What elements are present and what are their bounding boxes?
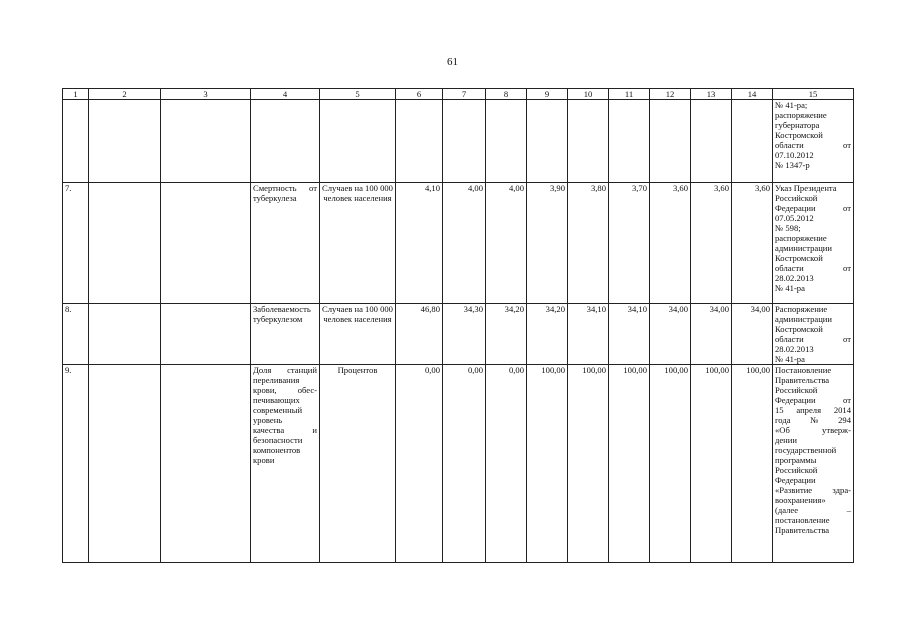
value-cell: 3,80 (568, 183, 609, 304)
indicator-line: туберкулезом (253, 314, 303, 324)
value-cell: 4,10 (396, 183, 443, 304)
legal-basis-line: государственной (775, 445, 837, 455)
row-number-cell (63, 100, 89, 183)
indicators-table (62, 88, 854, 563)
legal-basis-word: № (810, 415, 819, 425)
legal-basis-line: Постановление (775, 365, 832, 375)
value-cell: 0,00 (396, 365, 443, 563)
indicator-word: и (312, 425, 317, 435)
value-cell: 4,00 (486, 183, 527, 304)
legal-basis-line: Костромской (775, 324, 823, 334)
value-cell (527, 100, 568, 183)
empty-cell (161, 365, 251, 563)
indicator-line: компонентов (253, 445, 301, 455)
legal-basis-word: от (843, 334, 851, 344)
legal-basis-word: года (775, 415, 791, 425)
value-cell: 34,30 (443, 304, 486, 365)
legal-basis-line: № 41-ра (775, 354, 805, 364)
value-cell: 34,00 (650, 304, 691, 365)
value-cell: 34,00 (691, 304, 732, 365)
legal-basis-line: постановление (775, 515, 830, 525)
value-cell (486, 100, 527, 183)
legal-basis-cell (773, 365, 854, 563)
value-cell: 3,60 (732, 183, 773, 304)
table-row (63, 304, 854, 365)
header-cell: 12 (650, 89, 691, 100)
legal-basis-word: 2014 (833, 405, 851, 415)
value-cell: 34,20 (527, 304, 568, 365)
legal-basis-word: здра- (832, 485, 851, 495)
legal-basis-line: администрации (775, 314, 833, 324)
value-cell (650, 100, 691, 183)
legal-basis-line: 07.05.2012 (775, 213, 814, 223)
value-cell: 0,00 (486, 365, 527, 563)
header-cell: 10 (568, 89, 609, 100)
indicator-line: крови (253, 455, 275, 465)
legal-basis-line: Распоряжение (775, 304, 828, 314)
legal-basis-cell (773, 100, 854, 183)
legal-basis-line: Костромской (775, 130, 823, 140)
legal-basis-word: Федерации (775, 203, 816, 213)
legal-basis-line: № 41-ра; (775, 100, 808, 110)
indicator-word: Доля (253, 365, 272, 375)
legal-basis-line: администрации (775, 243, 833, 253)
value-cell: 3,90 (527, 183, 568, 304)
legal-basis-line: 28.02.2013 (775, 344, 814, 354)
value-cell: 3,60 (691, 183, 732, 304)
header-cell: 1 (63, 89, 89, 100)
value-cell: 100,00 (568, 365, 609, 563)
legal-basis-word: «Развитие (775, 485, 813, 495)
legal-basis-line: распоряжение (775, 110, 827, 120)
value-cell (691, 100, 732, 183)
value-cell: 100,00 (609, 365, 650, 563)
header-cell: 4 (251, 89, 320, 100)
unit-cell (320, 100, 396, 183)
table-row (63, 365, 854, 563)
value-cell: 0,00 (443, 365, 486, 563)
header-cell: 7 (443, 89, 486, 100)
indicator-cell (251, 365, 320, 563)
indicator-line: переливания (253, 375, 300, 385)
value-cell: 34,10 (609, 304, 650, 365)
legal-basis-line: дении (775, 435, 797, 445)
legal-basis-line: распоряжение (775, 233, 827, 243)
header-cell: 5 (320, 89, 396, 100)
empty-cell (89, 100, 161, 183)
legal-basis-word: от (843, 263, 851, 273)
legal-basis-line: Российской (775, 193, 818, 203)
value-cell (609, 100, 650, 183)
indicator-word: крови, (253, 385, 277, 395)
indicator-word: качества (253, 425, 285, 435)
empty-cell (161, 100, 251, 183)
value-cell: 100,00 (650, 365, 691, 563)
legal-basis-line: № 41-ра (775, 283, 805, 293)
legal-basis-word: утверж- (822, 425, 851, 435)
legal-basis-word: области (775, 140, 804, 150)
header-cell: 2 (89, 89, 161, 100)
legal-basis-word: 294 (838, 415, 851, 425)
legal-basis-word: – (846, 505, 851, 515)
empty-cell (89, 365, 161, 563)
legal-basis-line: 07.10.2012 (775, 150, 814, 160)
page-number: 61 (447, 56, 458, 68)
value-cell (732, 100, 773, 183)
legal-basis-line: губернатора (775, 120, 820, 130)
indicator-line: современный (253, 405, 303, 415)
legal-basis-line: Российской (775, 385, 818, 395)
legal-basis-word: от (843, 140, 851, 150)
header-cell: 3 (161, 89, 251, 100)
header-cell: 8 (486, 89, 527, 100)
indicator-line: печивающих (253, 395, 300, 405)
continuation-row (63, 100, 854, 183)
legal-basis-line: 28.02.2013 (775, 273, 814, 283)
value-cell: 46,80 (396, 304, 443, 365)
header-cell: 9 (527, 89, 568, 100)
legal-basis-cell (773, 183, 854, 304)
header-cell: 13 (691, 89, 732, 100)
value-cell (443, 100, 486, 183)
indicator-line: безопасности (253, 435, 303, 445)
value-cell: 100,00 (732, 365, 773, 563)
value-cell: 3,70 (609, 183, 650, 304)
legal-basis-word: области (775, 334, 804, 344)
value-cell (396, 100, 443, 183)
value-cell: 3,60 (650, 183, 691, 304)
empty-cell (161, 304, 251, 365)
indicator-word: станций (287, 365, 317, 375)
indicator-word: обес- (297, 385, 317, 395)
unit-cell: Процентов (320, 365, 396, 563)
indicator-line: туберкулеза (253, 193, 297, 203)
indicator-cell (251, 304, 320, 365)
value-cell: 34,20 (486, 304, 527, 365)
indicator-cell (251, 183, 320, 304)
empty-cell (89, 183, 161, 304)
value-cell: 34,00 (732, 304, 773, 365)
legal-basis-line: Указ Президента (775, 183, 837, 193)
legal-basis-line: Правительства (775, 375, 830, 385)
legal-basis-line: № 598; (775, 223, 801, 233)
indicator-cell (251, 100, 320, 183)
header-row (63, 89, 854, 100)
legal-basis-line: Правительства (775, 525, 830, 535)
indicator-word: от (309, 183, 317, 193)
indicator-line: Заболеваемость (253, 304, 311, 314)
legal-basis-word: Федерации (775, 395, 816, 405)
legal-basis-word: «Об (775, 425, 790, 435)
table-row (63, 183, 854, 304)
empty-cell (161, 183, 251, 304)
header-cell: 15 (773, 89, 854, 100)
legal-basis-word: от (843, 395, 851, 405)
header-cell: 14 (732, 89, 773, 100)
unit-cell: Случаев на 100 000 человек населения (320, 304, 396, 365)
value-cell: 100,00 (691, 365, 732, 563)
legal-basis-line: № 1347-р (775, 160, 810, 170)
row-number: 7. (63, 183, 89, 304)
header-cell: 6 (396, 89, 443, 100)
legal-basis-line: Федерации (775, 475, 816, 485)
header-cell: 11 (609, 89, 650, 100)
legal-basis-line: Костромской (775, 253, 823, 263)
legal-basis-word: апреля (796, 405, 822, 415)
empty-cell (89, 304, 161, 365)
legal-basis-line: Российской (775, 465, 818, 475)
row-number: 9. (63, 365, 89, 563)
value-cell: 4,00 (443, 183, 486, 304)
legal-basis-cell (773, 304, 854, 365)
value-cell (568, 100, 609, 183)
legal-basis-line: программы (775, 455, 817, 465)
legal-basis-word: от (843, 203, 851, 213)
legal-basis-word: (далее (775, 505, 799, 515)
value-cell: 34,10 (568, 304, 609, 365)
row-number: 8. (63, 304, 89, 365)
value-cell: 100,00 (527, 365, 568, 563)
legal-basis-word: области (775, 263, 804, 273)
unit-cell: Случаев на 100 000 человек населения (320, 183, 396, 304)
legal-basis-word: 15 (775, 405, 784, 415)
indicator-word: Смертность (253, 183, 297, 193)
indicator-line: уровень (253, 415, 283, 425)
legal-basis-line: воохранения» (775, 495, 826, 505)
